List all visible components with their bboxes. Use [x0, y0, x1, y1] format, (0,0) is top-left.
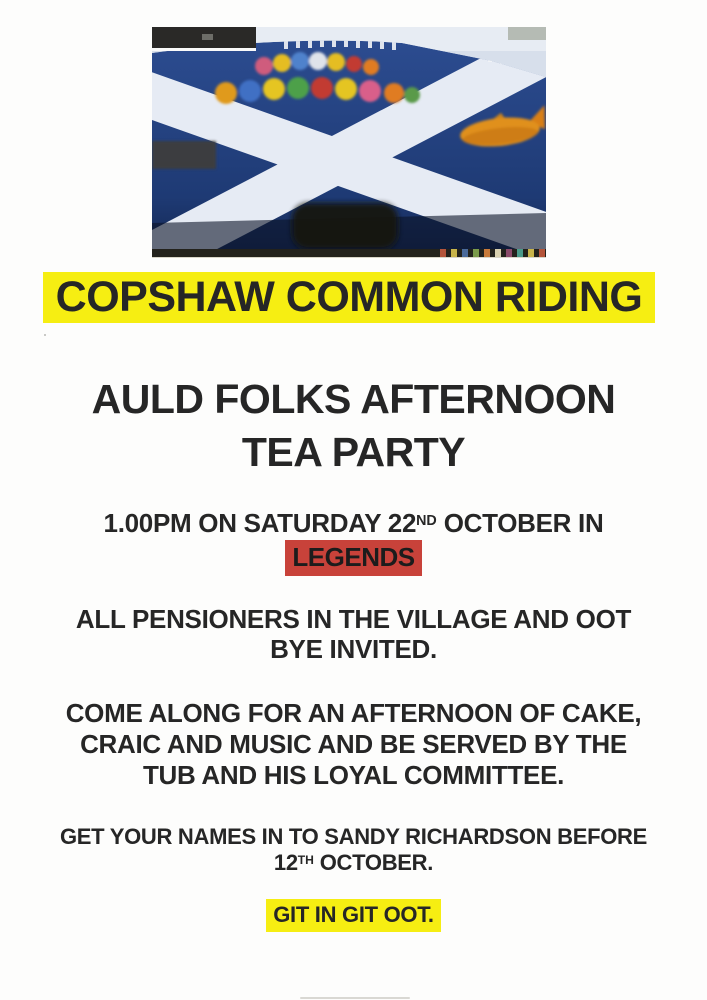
datetime-text: 1.00PM ON SATURDAY 22: [103, 508, 417, 538]
rsvp-line2: [0, 850, 707, 879]
venue-row: [0, 540, 707, 576]
invitation-line2: BYE INVITED.: [270, 634, 437, 664]
datetime-text: OCTOBER IN: [436, 508, 604, 538]
datetime-ordinal: ND: [416, 513, 437, 530]
flag-photo-graphic: [152, 27, 546, 258]
body-line1: COME ALONG FOR AN AFTERNOON OF CAKE,: [65, 698, 642, 728]
rsvp-text: [0, 824, 707, 879]
venue-highlight: LEGENDS: [285, 540, 421, 576]
rsvp-date-rest: OCTOBER.: [313, 850, 434, 875]
footer-highlight: GIT IN GIT OOT.: [266, 899, 441, 932]
event-datetime: [0, 508, 707, 539]
event-heading-line2: TEA PARTY: [241, 429, 466, 475]
scan-smudge: [300, 997, 410, 999]
rsvp-date: 12: [273, 850, 298, 875]
body-text: [0, 698, 707, 791]
highlight-line: [152, 48, 256, 51]
title-band: [43, 272, 655, 323]
invitation-line1: ALL PENSIONERS IN THE VILLAGE AND OOT: [75, 604, 632, 634]
dark-object-bottom: [292, 203, 398, 249]
event-heading-line1: AULD FOLKS AFTERNOON: [91, 376, 616, 422]
rsvp-ordinal: TH: [297, 853, 314, 868]
body-line3: TUB AND HIS LOYAL COMMITTEE.: [142, 760, 565, 790]
body-line2: CRAIC AND MUSIC AND BE SERVED BY THE: [80, 729, 627, 759]
background-object-right: [508, 27, 546, 40]
dark-object-detail: [202, 34, 213, 40]
saltire-flag: [152, 37, 546, 258]
photo-bottom-edge: [152, 257, 546, 258]
page-title: COPSHAW COMMON RIDING: [55, 273, 643, 321]
scan-speck: [44, 334, 46, 336]
invitation-text: [0, 604, 707, 664]
rsvp-line1: GET YOUR NAMES IN TO SANDY RICHARDSON BEFORE: [60, 824, 647, 849]
event-heading: [0, 373, 707, 479]
flag-photo: [152, 27, 546, 258]
dark-object-left: [152, 141, 216, 169]
footer-row: [0, 899, 707, 932]
